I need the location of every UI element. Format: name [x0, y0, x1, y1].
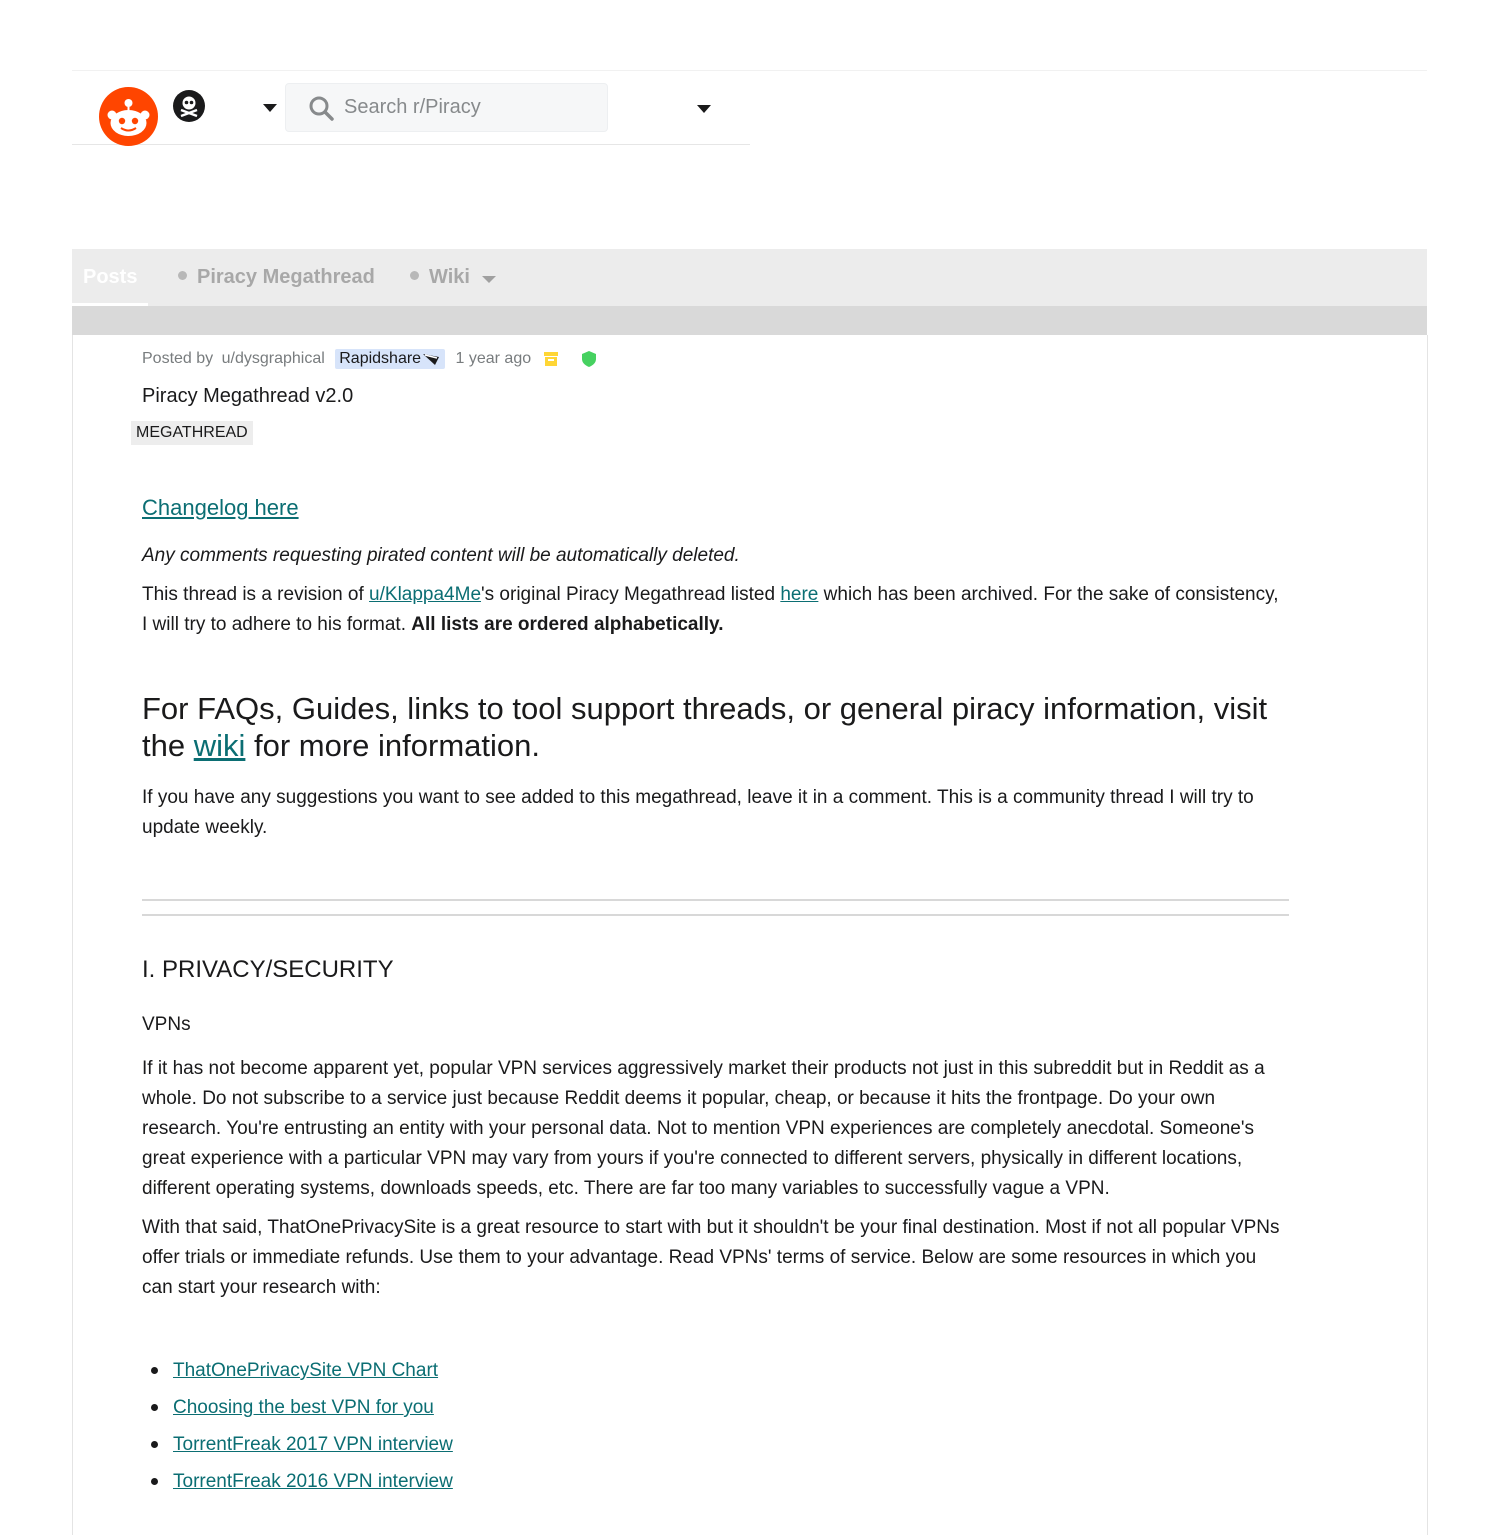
resource-link[interactable]: ThatOnePrivacySite VPN Chart	[173, 1360, 439, 1381]
vpn-paragraph-2: With that said, ThatOnePrivacySite is a great resource to start with but it shouldn't be your final destination. Most if not all popular VPNs offer trials or immediate refunds. Use them to your advantage. Read VPNs' terms of service. Below are some resources in which you can start your research with:	[142, 1217, 1280, 1298]
suggestions-paragraph: If you have any suggestions you want to see added to this megathread, leave it in a comment. This is a community thread I will try to update weekly.	[142, 787, 1254, 838]
search-input[interactable]	[344, 90, 599, 124]
klappa4me-link[interactable]: u/Klappa4Me	[369, 584, 482, 605]
faq-text-1: For FAQs, Guides, links to tool support threads, or general piracy information, visit the	[142, 691, 1268, 763]
subsection-heading-vpns: VPNs	[142, 1014, 191, 1035]
intro-bold-text: All lists are ordered alphabetically.	[411, 614, 724, 635]
divider	[142, 914, 1289, 916]
shield-icon	[582, 351, 596, 367]
intro-text-2: 's original Piracy Megathread listed	[481, 584, 781, 605]
chevron-down-icon	[482, 276, 496, 283]
notice-text: Any comments requesting pirated content will be automatically deleted.	[142, 545, 740, 566]
faq-heading	[142, 690, 1289, 764]
subreddit-pirate-icon[interactable]	[173, 90, 205, 122]
author-link[interactable]: u/dysgraphical	[221, 350, 325, 367]
divider	[142, 899, 1289, 901]
bullet-icon	[410, 271, 419, 280]
list-item	[173, 1426, 1289, 1463]
author-flair	[335, 349, 445, 369]
posted-by-label: Posted by	[142, 350, 214, 367]
list-item	[173, 1463, 1289, 1500]
tab-wiki[interactable]	[410, 249, 496, 306]
resource-link[interactable]: TorrentFreak 2017 VPN interview	[173, 1434, 453, 1455]
tab-piracy-megathread-label: Piracy Megathread	[197, 266, 375, 288]
original-megathread-link[interactable]: here	[780, 584, 819, 605]
search-scope-chevron-icon[interactable]	[697, 105, 711, 113]
post-meta	[142, 349, 596, 369]
search-icon	[308, 95, 334, 121]
archive-icon	[544, 352, 558, 366]
top-divider	[72, 70, 1427, 71]
intro-paragraph	[142, 580, 1289, 640]
reddit-logo-icon[interactable]	[99, 87, 158, 146]
resource-link[interactable]: Choosing the best VPN for you	[173, 1397, 434, 1418]
changelog-link[interactable]: Changelog here	[142, 495, 299, 520]
rapidshare-logo-icon	[421, 351, 441, 367]
post-title[interactable]: Piracy Megathread v2.0	[142, 385, 354, 407]
nav-separator-bar	[72, 306, 1427, 335]
vpn-paragraph-1: If it has not become apparent yet, popular VPN services aggressively market their products not just in this subreddit but in Reddit as a whole. Do not subscribe to a service just because Reddit deems it popular, cheap, or because it hits the frontpage. Do your own research. You're entrusting an entity with your personal data. Not to mention VPN experiences are completely anecdotal. Someone's great experience with a particular VPN may vary from yours if you're connected to different servers, physically in different locations, different operating systems, downloads speeds, etc. There are far too many variables to successfully vague a VPN.	[142, 1058, 1265, 1199]
list-item	[173, 1389, 1289, 1426]
faq-text-2: for more information.	[245, 728, 540, 763]
post-flair[interactable]: MEGATHREAD	[131, 421, 253, 445]
tab-posts-label: Posts	[83, 266, 138, 288]
section-heading-privacy-security: I. PRIVACY/SECURITY	[142, 956, 394, 983]
tab-posts[interactable]	[83, 249, 137, 306]
post-body	[142, 495, 1289, 1500]
intro-text-3: which has been archived. For the sake of consistency, I will try to adhere to his format.	[142, 584, 1279, 635]
resource-link[interactable]: TorrentFreak 2016 VPN interview	[173, 1471, 453, 1492]
list-item	[173, 1352, 1289, 1389]
author-flair-label: Rapidshare	[339, 350, 422, 367]
post-time: 1 year ago	[455, 350, 532, 367]
search-bar[interactable]	[285, 83, 608, 132]
intro-text-1: This thread is a revision of	[142, 584, 370, 605]
post-card	[72, 335, 1428, 1535]
bullet-icon	[178, 271, 187, 280]
wiki-link[interactable]: wiki	[193, 728, 246, 763]
resource-list	[142, 1352, 1289, 1500]
tab-piracy-megathread[interactable]	[178, 249, 375, 306]
tab-wiki-label: Wiki	[429, 266, 470, 288]
community-dropdown-chevron-icon[interactable]	[263, 104, 277, 112]
subreddit-nav	[72, 249, 1427, 306]
